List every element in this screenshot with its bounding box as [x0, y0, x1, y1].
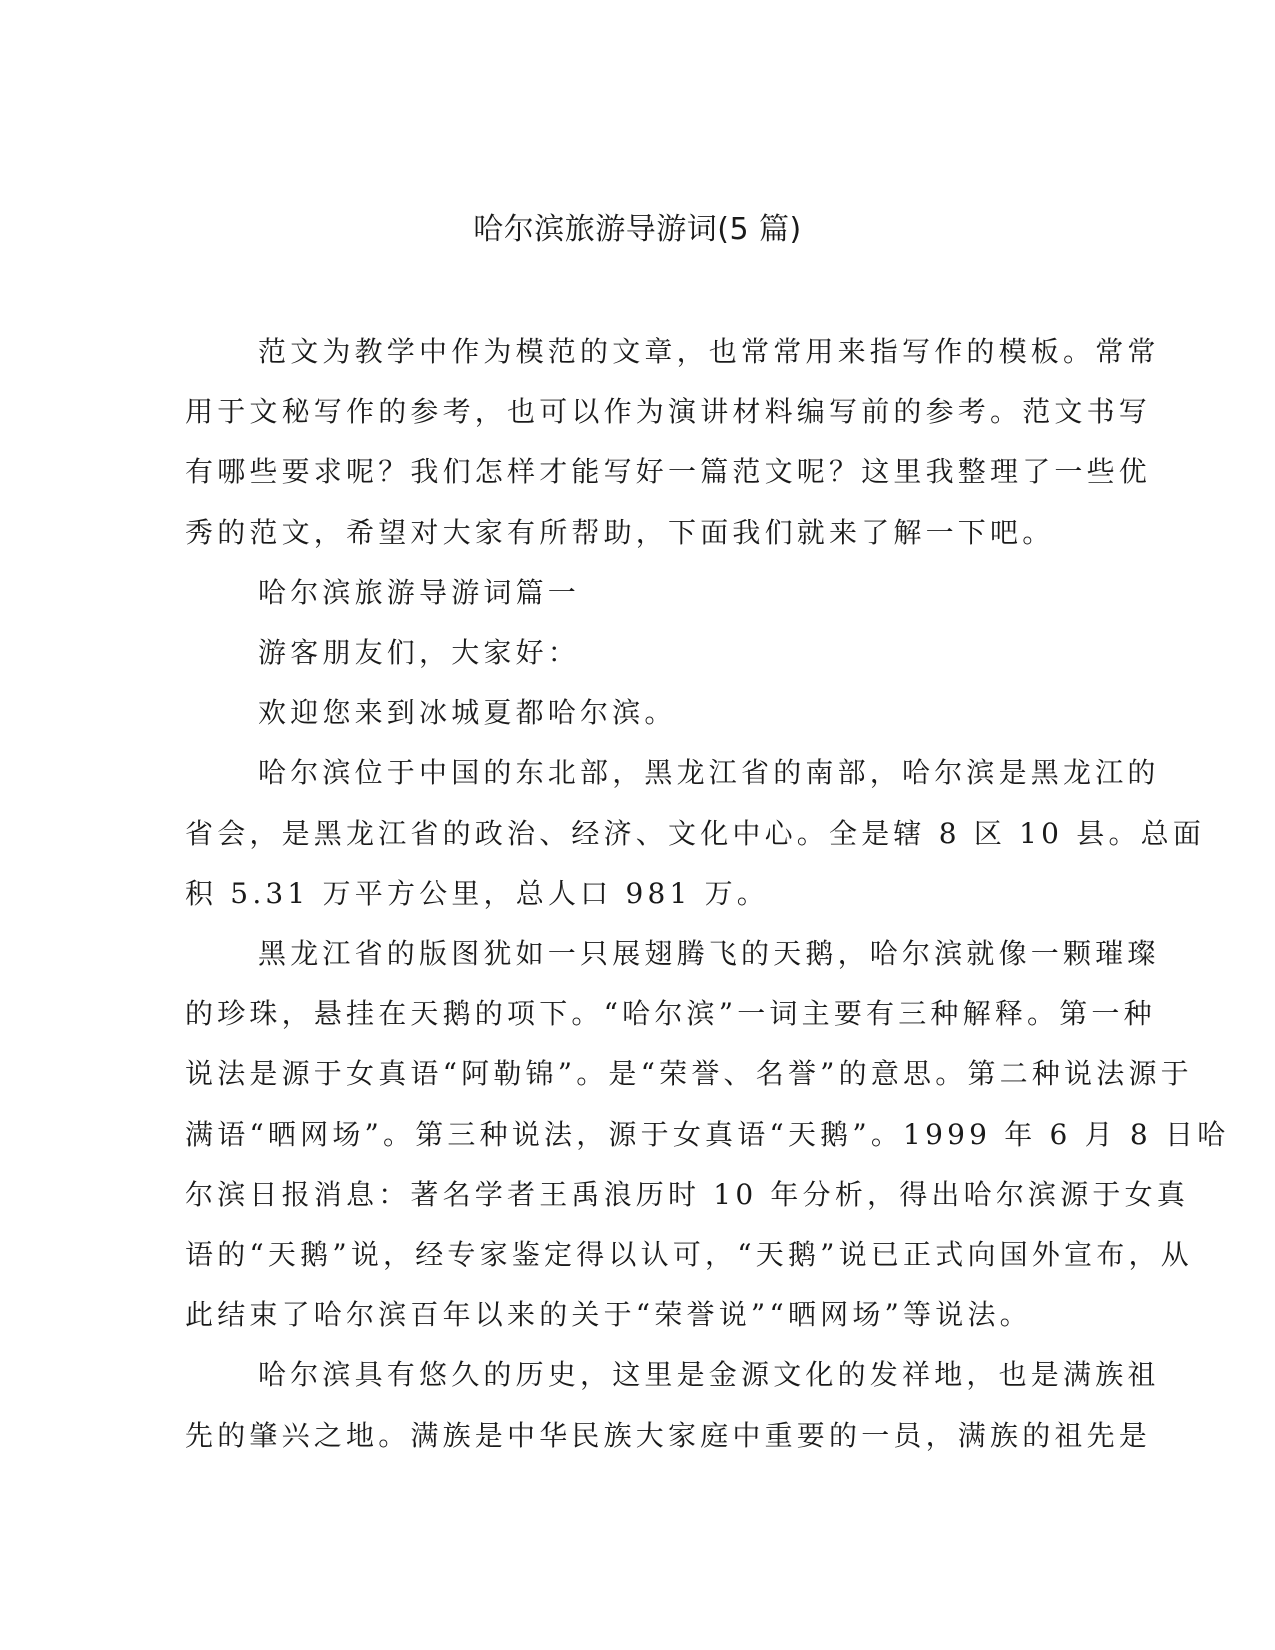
- text-line: 此结束了哈尔滨百年以来的关于“荣誉说”“晒网场”等说法。: [185, 1298, 1032, 1332]
- text-line: 的珍珠，悬挂在天鹅的项下。“哈尔滨”一词主要有三种解释。第一种: [185, 997, 1156, 1031]
- text-line: 满语“晒网场”。第三种说法，源于女真语“天鹅”。1999 年 6 月 8 日哈: [185, 1117, 1230, 1151]
- text-line: 语的“天鹅”说，经专家鉴定得以认可，“天鹅”说已正式向国外宣布，从: [185, 1238, 1193, 1272]
- document-body: [185, 322, 1230, 1466]
- text-line: 范文为教学中作为模范的文章，也常常用来指写作的模板。常常: [258, 335, 1160, 368]
- text-line: 尔滨日报消息：著名学者王禹浪历时 10 年分析，得出哈尔滨源于女真: [185, 1177, 1190, 1211]
- paragraph-history: [185, 1345, 1160, 1465]
- paragraph-location: [185, 743, 1206, 924]
- text-line: 说法是源于女真语“阿勒锦”。是“荣誉、名誉”的意思。第二种说法源于: [185, 1057, 1193, 1091]
- text-line: 哈尔滨具有悠久的历史，这里是金源文化的发祥地，也是满族祖: [258, 1358, 1160, 1392]
- paragraph-welcome: [185, 683, 1055, 743]
- text-line: 游客朋友们，大家好：: [258, 636, 581, 670]
- text-line: 黑龙江省的版图犹如一只展翅腾飞的天鹅，哈尔滨就像一颗璀璨: [258, 937, 1160, 971]
- text-line: 秀的范文，希望对大家有所帮助，下面我们就来了解一下吧。: [185, 515, 1055, 549]
- text-line: 省会，是黑龙江省的政治、经济、文化中心。全是辖 8 区 10 县。总面: [185, 816, 1206, 850]
- text-line: 先的肇兴之地。满族是中华民族大家庭中重要的一员，满族的祖先是: [185, 1418, 1152, 1452]
- section-heading: [185, 563, 1055, 623]
- text-line: 欢迎您来到冰城夏都哈尔滨。: [258, 696, 677, 730]
- paragraph-intro: [185, 322, 1160, 563]
- document-title: 哈尔滨旅游导游词(5 篇): [473, 212, 802, 247]
- text-line: 哈尔滨位于中国的东北部，黑龙江省的南部，哈尔滨是黑龙江的: [258, 756, 1160, 790]
- paragraph-greeting: [185, 623, 1055, 683]
- text-line: 哈尔滨旅游导游词篇一: [258, 575, 581, 609]
- text-line: 有哪些要求呢？我们怎样才能写好一篇范文呢？这里我整理了一些优: [185, 455, 1152, 489]
- text-line: 积 5.31 万平方公里，总人口 981 万。: [185, 876, 769, 910]
- text-line: 用于文秘写作的参考，也可以作为演讲材料编写前的参考。范文书写: [185, 395, 1152, 429]
- paragraph-name-origin: [185, 924, 1230, 1345]
